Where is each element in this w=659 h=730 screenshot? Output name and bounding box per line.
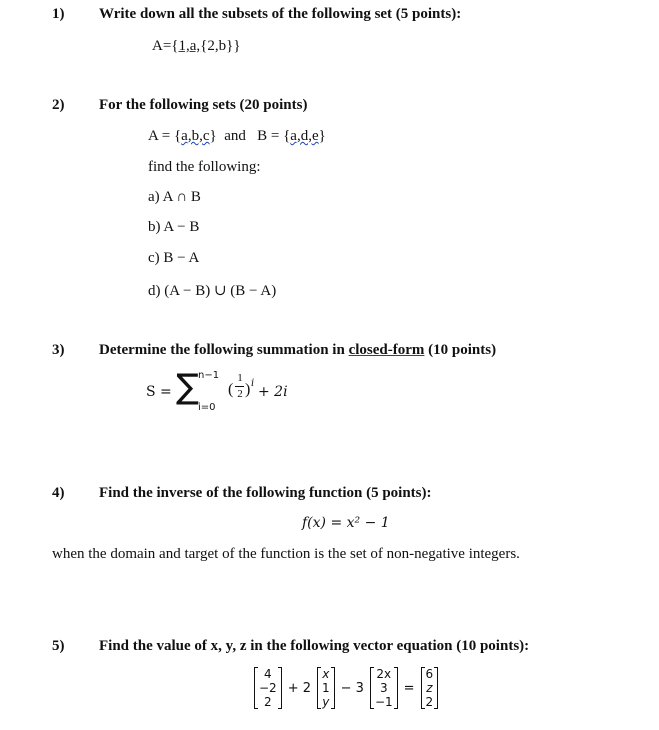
q3-lower: i=0 [198,402,216,413]
q2-setB-prefix: B = { [257,128,291,144]
q3-exponent: i [251,378,255,389]
q3-prompt-after: (10 points) [424,342,497,358]
q3-frac-bar [235,386,244,387]
q2-setA-suffix: } [209,128,217,144]
q4-function: f(x) = x² − 1 [302,515,390,531]
q2-setA-prefix: A = { [148,128,182,144]
q2-setB-elems: a,d,e [290,128,319,144]
q3-upper: n−1 [198,370,220,381]
q4-number: 4) [52,485,65,501]
q5-v3-1: 3 [379,681,388,695]
q2-prompt: For the following sets (20 points) [99,97,308,113]
q5-v2-0: x [322,667,330,681]
q1-set-underlined: 1,a, [178,38,201,54]
q3-prompt-before: Determine the following summation in [99,342,349,358]
q5-prompt: Find the value of x, y, z in the following vector equation (10 points): [99,638,530,654]
q3-prompt [99,342,496,359]
q5-v3-2: −1 [374,695,393,709]
q2-sets [148,128,326,145]
q5-number: 5) [52,638,65,654]
q5-v2-2: y [322,695,330,709]
q3-lhs: S = [146,384,172,400]
q5-vector-4 [421,667,439,709]
q1-set-suffix: {2,b}} [200,38,241,54]
q5-vector-3 [370,667,398,709]
q2-item-a: a) A ∩ B [148,189,201,205]
q3-lparen: ( [228,381,234,398]
q3-frac-den: 2 [237,388,243,400]
q4-note: when the domain and target of the function is the set of non-negative integers. [52,546,520,562]
q1-set [152,38,241,55]
q5-vector-1 [254,667,282,709]
q2-find: find the following: [148,159,261,175]
q3-frac-num: 1 [237,372,243,384]
q5-v1-2: 2 [264,695,272,709]
q3-prompt-link: closed-form [348,342,425,358]
q5-v4-0: 6 [425,667,434,681]
q2-and: and [224,128,246,144]
q5-equation [254,667,438,709]
q2-setB-suffix: } [318,128,326,144]
q5-v4-2: 2 [425,695,434,709]
q5-vector-2 [317,667,335,709]
q4-prompt: Find the inverse of the following function (5 points): [99,485,432,501]
q3-rparen: ) [245,381,251,398]
q1-prompt: Write down all the subsets of the following set (5 points): [99,6,462,22]
q2-item-c: c) B − A [148,250,200,266]
q2-number: 2) [52,97,65,113]
q3-sigma: ∑ [176,367,199,407]
q1-set-prefix: A={ [152,38,179,54]
q5-v4-1: z [426,681,433,695]
q5-op1: + 2 [287,680,311,696]
q2-item-b: b) A − B [148,219,200,235]
q5-v1-0: 4 [264,667,272,681]
q5-v2-1: 1 [322,681,330,695]
q5-op2: − 3 [340,680,364,696]
q5-v1-1: −2 [259,681,277,695]
q5-op3: = [403,680,415,696]
q2-item-d: d) (A − B) ∪ (B − A) [148,283,277,299]
q1-number: 1) [52,6,65,22]
q3-number: 3) [52,342,65,358]
q2-setA-elems: a,b,c [181,128,210,144]
q3-tail: + 2i [258,384,288,400]
q5-v3-0: 2x [376,667,392,681]
